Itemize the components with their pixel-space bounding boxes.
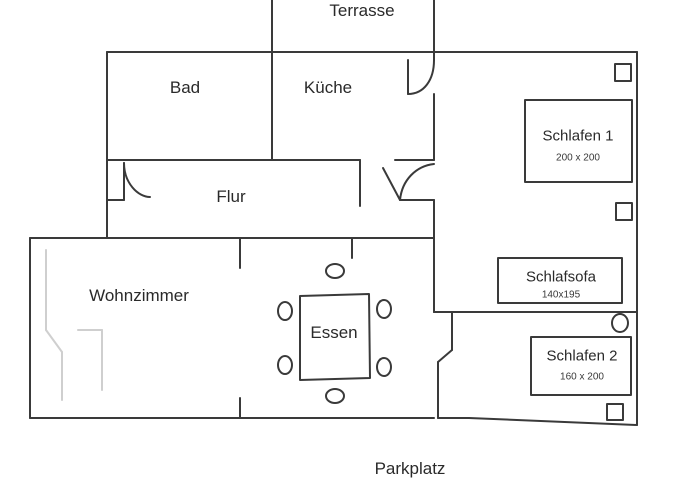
schlafen-2-bed — [531, 337, 631, 395]
furniture-dimension-schlafen-2: 160 x 200 — [560, 371, 604, 383]
wohnzimmer-sketch-marks — [46, 250, 102, 400]
right-outline — [434, 238, 637, 425]
furniture-dimension-schlafen-1: 200 x 200 — [556, 152, 600, 164]
room-label-flur: Flur — [216, 187, 246, 206]
kueche-right-wall — [408, 52, 434, 160]
room-label-parkplatz: Parkplatz — [374, 459, 446, 478]
schlafen-2-nightstands — [607, 314, 628, 420]
flur-top-wall — [107, 160, 434, 206]
wohnzimmer-right-niche — [434, 238, 469, 418]
furniture-label-schlafen-1: Schlafen 1 — [542, 127, 614, 145]
flur-right-door-swing — [383, 164, 434, 238]
room-label-terrasse: Terrasse — [329, 1, 395, 20]
wohnzimmer-outline — [30, 238, 434, 418]
furniture-label-schlafsofa: Schlafsofa — [525, 268, 597, 286]
room-label-wohnzimmer: Wohnzimmer — [89, 286, 189, 305]
room-label-bad: Bad — [169, 78, 201, 97]
schlafen-1-nightstands — [615, 64, 632, 220]
bad-door-swing — [107, 163, 150, 200]
wohnzimmer-top-wall — [30, 212, 434, 268]
room-label-essen: Essen — [310, 323, 358, 342]
room-label-kueche: Küche — [303, 78, 353, 97]
furniture-dimension-schlafsofa: 140x195 — [541, 289, 581, 301]
furniture-label-schlafen-2: Schlafen 2 — [546, 347, 618, 365]
